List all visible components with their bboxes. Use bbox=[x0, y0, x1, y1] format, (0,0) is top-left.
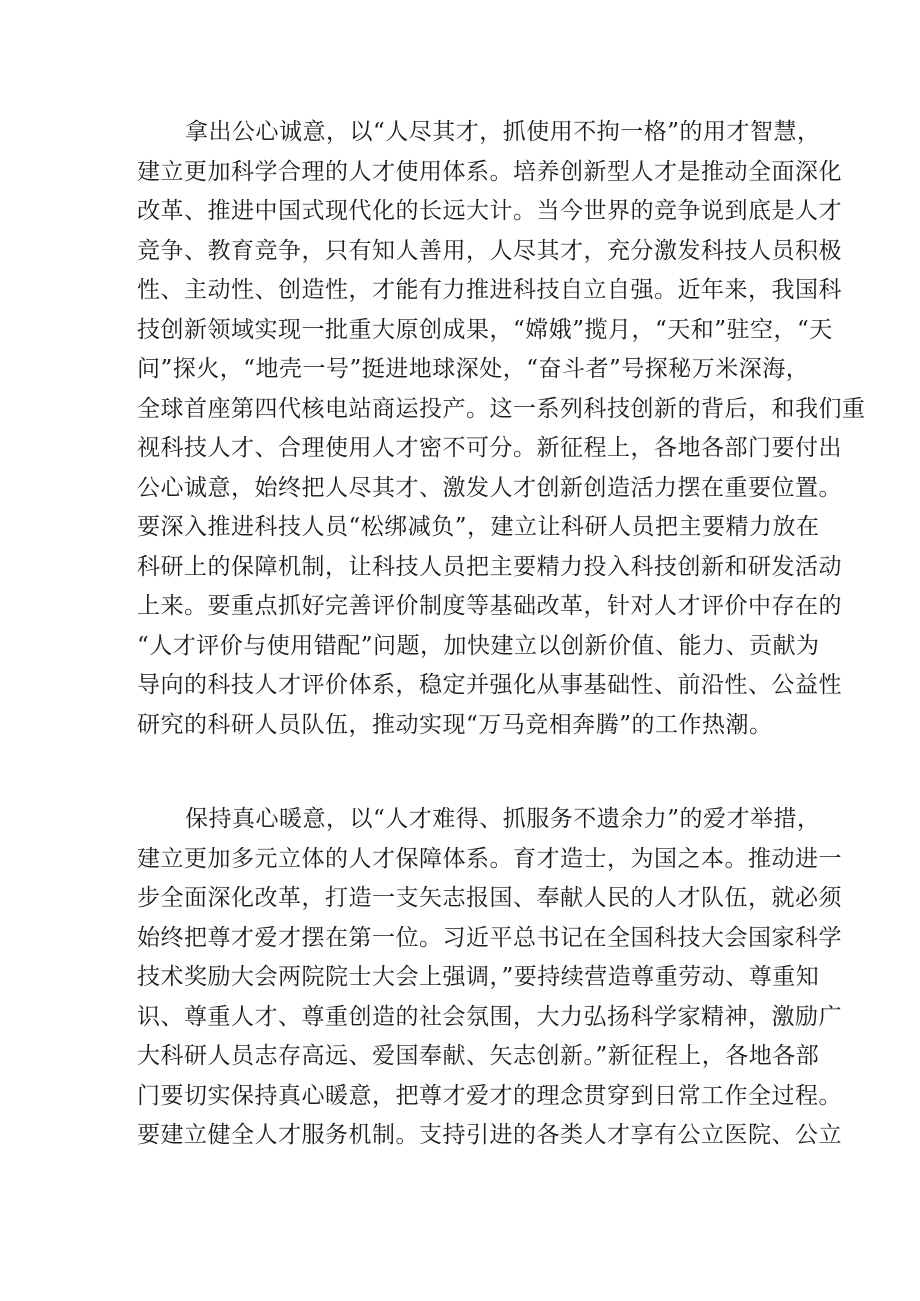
text-line: 技创新领域实现一批重大原创成果，“嫦娥”揽月，“天和”驻空，“天 bbox=[137, 316, 833, 343]
text-line: 要建立健全人才服务机制。支持引进的各类人才享有公立医院、公立 bbox=[137, 1122, 842, 1148]
text-line: “人才评价与使用错配”问题，加快建立以创新价值、能力、贡献为 bbox=[137, 632, 820, 659]
text-line: 拿出公心诚意，以“人尽其才，抓使用不拘一格”的用才智慧， bbox=[185, 119, 821, 145]
text-line: 全球首座第四代核电站商运投产。这一系列科技创新的背后，和我们重 bbox=[137, 395, 866, 422]
paragraph-talent-usage bbox=[137, 113, 866, 745]
text-line: 性、主动性、创造性，才能有力推进科技自立自强。近年来，我国科 bbox=[137, 277, 842, 303]
text-line: 技术奖励大会两院院士大会上强调，”要持续营造尊重劳动、尊重知 bbox=[137, 964, 820, 990]
text-line: 建立更加科学合理的人才使用体系。培养创新型人才是推动全面深化 bbox=[137, 158, 842, 185]
text-line: 视科技人才、合理使用人才密不可分。新征程上，各地各部门要付出 bbox=[137, 435, 842, 461]
text-line: 要深入推进科技人员“松绑减负”，建立让科研人员把主要精力放在 bbox=[137, 514, 820, 540]
text-line: 识、尊重人才、尊重创造的社会氛围，大力弘扬科学家精神，激励广 bbox=[137, 1003, 842, 1030]
text-line: 上来。要重点抓好完善评价制度等基础改革，针对人才评价中存在的 bbox=[137, 593, 842, 619]
text-line: 问”探火，“地壳一号”挺进地球深处，“奋斗者”号探秘万米深海， bbox=[137, 356, 810, 382]
text-line: 步全面深化改革，打造一支矢志报国、奉献人民的人才队伍，就必须 bbox=[137, 885, 842, 911]
text-line: 导向的科技人才评价体系，稳定并强化从事基础性、前沿性、公益性 bbox=[137, 672, 842, 698]
text-line: 科研上的保障机制，让科技人员把主要精力投入科技创新和研发活动 bbox=[137, 553, 842, 580]
text-line: 门要切实保持真心暖意，把尊才爱才的理念贯穿到日常工作全过程。 bbox=[137, 1082, 842, 1109]
paragraph-talent-support bbox=[137, 800, 842, 1156]
text-line: 竞争、教育竞争，只有知人善用，人尽其才，充分激发科技人员积极 bbox=[137, 237, 842, 264]
text-line: 公心诚意，始终把人尽其才、激发人才创新创造活力摆在重要位置。 bbox=[137, 474, 842, 501]
text-line: 研究的科研人员队伍，推动实现“万马竞相奔腾”的工作热潮。 bbox=[137, 711, 773, 738]
text-line: 保持真心暖意，以“人才难得、抓服务不遗余力”的爱才举措， bbox=[185, 806, 821, 832]
text-line: 大科研人员志存高远、爱国奉献、矢志创新。”新征程上，各地各部 bbox=[137, 1043, 820, 1069]
text-line: 建立更加多元立体的人才保障体系。育才造士，为国之本。推动进一 bbox=[137, 845, 842, 872]
text-line: 始终把尊才爱才摆在第一位。习近平总书记在全国科技大会国家科学 bbox=[137, 924, 842, 951]
text-line: 改革、推进中国式现代化的长远大计。当今世界的竞争说到底是人才 bbox=[137, 198, 842, 224]
